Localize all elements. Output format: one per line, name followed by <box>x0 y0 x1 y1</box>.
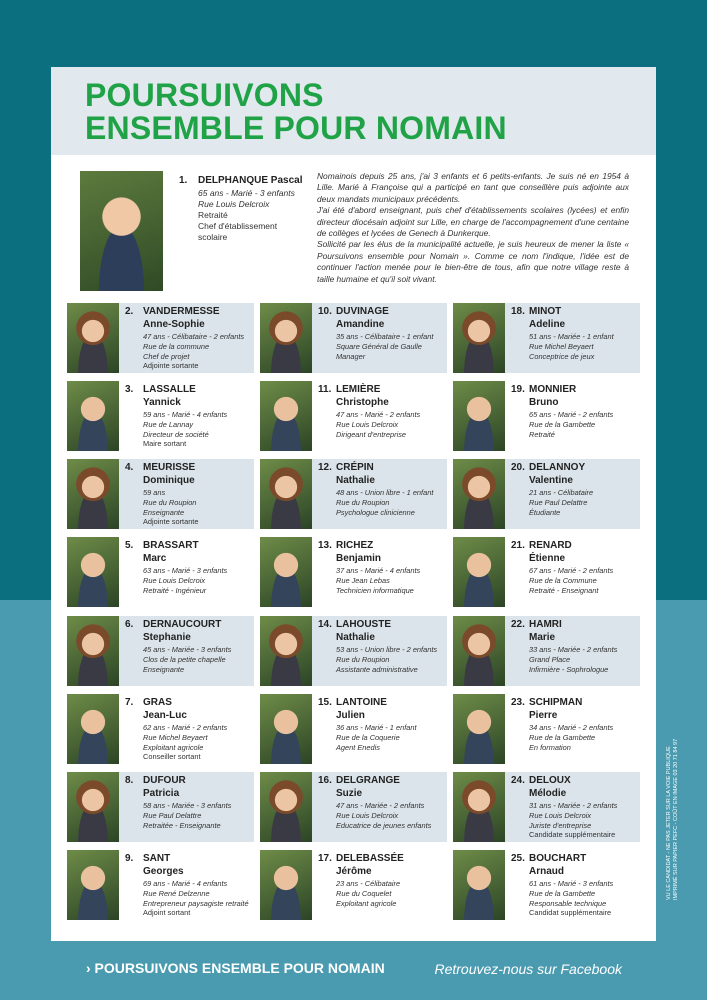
candidate-last-name: BOUCHART <box>529 853 587 864</box>
candidate-number: 16. <box>318 775 332 786</box>
candidate-details <box>529 488 593 517</box>
candidate-detail-age: 37 ans - Marié - 4 enfants <box>336 566 421 575</box>
candidate-first-name: Julien <box>336 710 365 721</box>
candidate-detail-address: Rue Paul Delattre <box>143 810 202 820</box>
candidate-detail-address: Rue du Coquelet <box>336 888 392 898</box>
candidate-card <box>260 459 447 529</box>
lead-detail-age: 65 ans - Marié - 3 enfants <box>198 188 295 198</box>
candidate-photo <box>260 850 312 920</box>
candidate-details <box>336 801 431 830</box>
candidate-number: 15. <box>318 697 332 708</box>
candidate-detail-job: Retraité <box>529 429 555 439</box>
candidate-last-name: CRÉPIN <box>336 462 374 473</box>
candidate-first-name: Yannick <box>143 397 181 408</box>
candidate-number: 4. <box>125 462 134 473</box>
candidate-detail-address: Rue Paul Delattre <box>529 497 588 507</box>
candidate-details <box>529 723 613 752</box>
candidate-detail-address: Rue de la Commune <box>529 575 597 585</box>
candidate-detail-address: Grand Place <box>529 654 571 664</box>
candidate-first-name: Nathalie <box>336 475 375 486</box>
lead-candidate-name: DELPHANQUE Pascal <box>198 175 303 186</box>
candidate-details <box>336 723 417 752</box>
candidate-detail-job: Educatrice de jeunes enfants <box>336 820 432 830</box>
candidate-detail-address: Rue Louis Delcroix <box>336 419 399 429</box>
candidate-card <box>67 459 254 529</box>
candidate-details <box>143 645 231 674</box>
candidate-photo <box>67 850 119 920</box>
candidate-photo <box>260 537 312 607</box>
candidate-first-name: Jérôme <box>336 866 372 877</box>
candidate-details <box>336 645 437 674</box>
bio-paragraph: Nomainois depuis 25 ans, j'ai 3 enfants et 6 petits-enfants. Je suis né en 1954 à Lille. Marié à Françoise qui a participé en tant que conseillère puis adjointe aux deux mandats municipaux précédents. <box>317 171 629 204</box>
candidate-detail-address: Rue de Lannay <box>143 419 194 429</box>
candidate-number: 8. <box>125 775 134 786</box>
candidate-photo <box>453 381 505 451</box>
candidate-card <box>67 694 254 764</box>
candidate-first-name: Suzie <box>336 788 363 799</box>
candidate-photo <box>67 616 119 686</box>
candidate-last-name: MEURISSE <box>143 462 196 473</box>
candidate-number: 5. <box>125 540 134 551</box>
candidate-detail-job: Assistante administrative <box>336 664 418 674</box>
footer <box>86 960 626 980</box>
candidate-role: Candidate supplémentaire <box>529 830 616 840</box>
candidate-first-name: Benjamin <box>336 553 382 564</box>
candidate-photo <box>453 772 505 842</box>
candidate-number: 12. <box>318 462 332 473</box>
candidate-details <box>529 801 617 840</box>
candidate-details <box>529 566 613 595</box>
candidate-detail-address: Rue Michel Beyaert <box>143 732 208 742</box>
candidate-detail-job: Étudiante <box>529 507 561 517</box>
candidate-details <box>336 488 433 517</box>
candidate-detail-age: 36 ans - Marié - 1 enfant <box>336 723 417 732</box>
candidate-details <box>336 879 400 908</box>
candidate-card <box>260 694 447 764</box>
candidate-detail-address: Rue du Roupion <box>336 497 390 507</box>
candidate-first-name: Valentine <box>529 475 573 486</box>
candidate-details <box>143 723 227 762</box>
candidate-detail-job: Conceptrice de jeux <box>529 351 595 361</box>
candidate-detail-address: Rue de la Coquerie <box>336 732 400 742</box>
candidate-details <box>529 410 613 439</box>
candidate-details <box>143 801 231 830</box>
candidate-first-name: Georges <box>143 866 184 877</box>
candidate-detail-address: Rue René Delzenne <box>143 888 210 898</box>
candidate-detail-age: 47 ans - Marié - 2 enfants <box>336 410 421 419</box>
candidate-first-name: Amandine <box>336 319 385 330</box>
candidate-number: 3. <box>125 384 134 395</box>
lead-detail-address: Rue Louis Delcroix <box>198 199 270 209</box>
candidate-detail-address: Rue du Roupion <box>336 654 390 664</box>
candidate-detail-age: 21 ans - Célibataire <box>529 488 594 497</box>
candidate-details <box>529 879 613 918</box>
candidate-number: 6. <box>125 619 134 630</box>
candidate-first-name: Jean-Luc <box>143 710 187 721</box>
title-line-1: POURSUIVONS <box>85 77 324 113</box>
candidate-detail-age: 47 ans - Mariée - 2 enfants <box>336 801 425 810</box>
candidate-last-name: SANT <box>143 853 171 864</box>
candidate-card <box>67 303 254 373</box>
candidate-last-name: RICHEZ <box>336 540 374 551</box>
candidate-last-name: LANTOINE <box>336 697 387 708</box>
candidate-detail-job: Enseignante <box>143 664 185 674</box>
candidate-details <box>143 566 227 595</box>
candidate-detail-address: Rue de la Gambette <box>529 419 596 429</box>
candidate-last-name: DUVINAGE <box>336 306 389 317</box>
candidate-detail-age: 45 ans - Mariée - 3 enfants <box>143 645 232 654</box>
candidate-first-name: Pierre <box>529 710 558 721</box>
lead-role-3: scolaire <box>198 232 228 242</box>
candidate-last-name: DELANNOY <box>529 462 586 473</box>
candidate-detail-job: Exploitant agricole <box>336 898 397 908</box>
candidate-number: 19. <box>511 384 525 395</box>
candidate-detail-address: Clos de la petite chapelle <box>143 654 226 664</box>
candidate-details <box>336 410 420 439</box>
candidate-photo <box>67 772 119 842</box>
candidate-detail-job: Entrepreneur paysagiste retraité <box>143 898 249 908</box>
candidate-card <box>453 381 640 451</box>
candidate-detail-address: Rue Louis Delcroix <box>336 810 399 820</box>
candidate-detail-address: Rue Louis Delcroix <box>143 575 206 585</box>
candidate-detail-age: 58 ans - Mariée - 3 enfants <box>143 801 232 810</box>
candidate-number: 23. <box>511 697 525 708</box>
candidate-detail-age: 61 ans - Marié - 3 enfants <box>529 879 614 888</box>
candidate-details <box>143 488 198 527</box>
candidate-last-name: DELEBASSÉE <box>336 853 404 864</box>
legal-notice <box>666 700 680 900</box>
candidate-detail-age: 63 ans - Marié - 3 enfants <box>143 566 228 575</box>
candidate-role: Adjointe sortante <box>143 517 199 527</box>
candidate-card <box>453 459 640 529</box>
candidate-detail-job: En formation <box>529 742 571 752</box>
candidate-number: 2. <box>125 306 134 317</box>
candidate-last-name: BRASSART <box>143 540 199 551</box>
candidate-first-name: Étienne <box>529 553 566 564</box>
candidate-number: 25. <box>511 853 525 864</box>
candidate-last-name: DELOUX <box>529 775 571 786</box>
candidate-photo <box>260 303 312 373</box>
candidate-details <box>143 410 227 449</box>
candidate-detail-job: Juriste d'entreprise <box>529 820 592 830</box>
candidate-last-name: MONNIER <box>529 384 577 395</box>
candidate-card <box>260 537 447 607</box>
legal-line-1: VU LE CANDIDAT - NE PAS JETER SUR LA VOIE PUBLIQUE <box>666 746 672 900</box>
candidate-card <box>67 537 254 607</box>
candidate-detail-job: Infirmière - Sophrologue <box>529 664 609 674</box>
candidate-detail-job: Manager <box>336 351 366 361</box>
candidate-card <box>67 772 254 842</box>
candidate-detail-job: Psychologue clinicienne <box>336 507 415 517</box>
candidate-first-name: Nathalie <box>336 632 375 643</box>
bio-paragraph: J'ai été d'abord enseignant, puis chef d'établissements scolaires (lycées) et enfin directeur diocésain adjoint sur Lille, en charge de l'accompagnement d'une centaine de collèges et lycées de Genech à Dunkerque. <box>317 205 629 239</box>
candidate-detail-job: Directeur de société <box>143 429 209 439</box>
candidate-detail-age: 33 ans - Mariée - 2 enfants <box>529 645 618 654</box>
candidate-detail-age: 23 ans - Célibataire <box>336 879 401 888</box>
candidate-detail-age: 65 ans - Marié - 2 enfants <box>529 410 614 419</box>
candidate-role: Adjointe sortante <box>143 361 199 371</box>
candidate-photo <box>453 850 505 920</box>
candidate-details <box>529 645 617 674</box>
candidate-detail-job: Dirigeant d'entreprise <box>336 429 407 439</box>
lead-candidate-photo <box>80 171 163 291</box>
lead-candidate-details <box>198 188 295 243</box>
lead-candidate-number: 1. <box>179 175 188 186</box>
candidate-detail-job: Exploitant agricole <box>143 742 204 752</box>
candidate-first-name: Anne-Sophie <box>143 319 205 330</box>
candidate-detail-address: Rue Michel Beyaert <box>529 341 594 351</box>
page-title <box>85 79 507 145</box>
candidate-first-name: Patricia <box>143 788 180 799</box>
candidate-first-name: Marie <box>529 632 556 643</box>
candidate-photo <box>67 303 119 373</box>
candidate-detail-age: 35 ans - Célibataire - 1 enfant <box>336 332 434 341</box>
candidate-photo <box>260 694 312 764</box>
candidate-role: Maire sortant <box>143 439 187 449</box>
candidate-detail-address: Rue de la Gambette <box>529 888 596 898</box>
bio-paragraph: Sollicité par les élus de la municipalité actuelle, je suis heureux de mener la liste « Poursuivons ensemble pour Nomain ». Comme ce nom l'indique, l'idée est de continuer l'action menée pour le bien-être de tous, afin que notre village reste à taille humaine et qu'il soit vivant. <box>317 239 629 284</box>
candidate-number: 11. <box>318 384 332 395</box>
candidate-photo <box>67 459 119 529</box>
candidate-number: 7. <box>125 697 134 708</box>
candidate-first-name: Arnaud <box>529 866 564 877</box>
candidate-number: 18. <box>511 306 525 317</box>
candidate-photo <box>453 459 505 529</box>
candidate-detail-job: Responsable technique <box>529 898 607 908</box>
candidate-number: 17. <box>318 853 332 864</box>
candidate-card <box>67 850 254 920</box>
candidate-detail-job: Retraitée - Enseignante <box>143 820 221 830</box>
candidate-photo <box>453 616 505 686</box>
candidate-photo <box>260 772 312 842</box>
candidate-detail-job: Technicien informatique <box>336 585 414 595</box>
candidate-photo <box>260 459 312 529</box>
title-line-2: ENSEMBLE POUR NOMAIN <box>85 110 507 146</box>
candidate-detail-age: 48 ans - Union libre - 1 enfant <box>336 488 434 497</box>
candidate-details <box>143 332 244 371</box>
candidate-card <box>453 694 640 764</box>
facebook-link[interactable]: Retrouvez-nous sur Facebook <box>434 961 622 977</box>
candidate-number: 13. <box>318 540 332 551</box>
candidate-details <box>143 879 249 918</box>
candidate-number: 22. <box>511 619 525 630</box>
candidate-card <box>453 772 640 842</box>
candidate-first-name: Stephanie <box>143 632 191 643</box>
candidate-photo <box>260 616 312 686</box>
candidate-detail-address: Rue Jean Lebas <box>336 575 390 585</box>
candidate-detail-age: 69 ans - Marié - 4 enfants <box>143 879 228 888</box>
legal-line-2: IMPRIMÉ SUR PAPIER PEFC - COÛT EN IMAGE 03 20 71 84 97 <box>673 738 679 900</box>
candidate-card <box>260 772 447 842</box>
candidate-last-name: DERNAUCOURT <box>143 619 222 630</box>
candidate-first-name: Marc <box>143 553 167 564</box>
candidate-card <box>260 850 447 920</box>
candidate-first-name: Mélodie <box>529 788 567 799</box>
candidate-sheet <box>51 67 656 941</box>
candidate-detail-job: Agent Enedis <box>336 742 380 752</box>
candidate-first-name: Bruno <box>529 397 559 408</box>
candidate-last-name: GRAS <box>143 697 172 708</box>
candidate-number: 20. <box>511 462 525 473</box>
candidate-detail-address: Rue Louis Delcroix <box>529 810 592 820</box>
candidate-photo <box>67 537 119 607</box>
candidate-role: Adjoint sortant <box>143 908 191 918</box>
candidate-last-name: LASSALLE <box>143 384 196 395</box>
candidate-detail-age: 34 ans - Marié - 2 enfants <box>529 723 614 732</box>
candidate-detail-address: Rue de la Gambette <box>529 732 596 742</box>
candidate-details <box>336 332 433 361</box>
footer-slogan: › POURSUIVONS ENSEMBLE POUR NOMAIN <box>86 960 385 976</box>
candidate-photo <box>453 694 505 764</box>
candidate-card <box>453 537 640 607</box>
candidate-last-name: MINOT <box>529 306 562 317</box>
candidate-photo <box>453 537 505 607</box>
candidate-card <box>260 381 447 451</box>
candidate-last-name: VANDERMESSE <box>143 306 220 317</box>
candidate-photo <box>67 381 119 451</box>
candidate-number: 21. <box>511 540 525 551</box>
lead-role-2: Chef d'établissement <box>198 221 278 231</box>
candidate-card <box>260 303 447 373</box>
candidate-detail-age: 67 ans - Marié - 2 enfants <box>529 566 614 575</box>
candidate-details <box>529 332 614 361</box>
candidate-detail-job: Chef de projet <box>143 351 190 361</box>
candidate-card <box>67 616 254 686</box>
candidate-number: 9. <box>125 853 134 864</box>
candidate-role: Conseiller sortant <box>143 752 201 762</box>
candidate-last-name: DUFOUR <box>143 775 186 786</box>
candidate-first-name: Adeline <box>529 319 566 330</box>
candidate-last-name: SCHIPMAN <box>529 697 583 708</box>
candidate-card <box>453 616 640 686</box>
candidate-detail-job: Enseignante <box>143 507 185 517</box>
candidate-detail-age: 51 ans - Mariée - 1 enfant <box>529 332 614 341</box>
candidate-last-name: HAMRI <box>529 619 562 630</box>
candidate-detail-age: 62 ans - Marié - 2 enfants <box>143 723 228 732</box>
candidate-card <box>453 303 640 373</box>
candidate-last-name: RENARD <box>529 540 572 551</box>
candidate-last-name: LEMIÈRE <box>336 384 381 395</box>
header-band <box>51 67 656 155</box>
candidate-last-name: DELGRANGE <box>336 775 400 786</box>
candidate-first-name: Dominique <box>143 475 195 486</box>
candidate-number: 24. <box>511 775 525 786</box>
candidate-detail-job: Retraité - Enseignant <box>529 585 599 595</box>
candidate-card <box>453 850 640 920</box>
candidate-number: 14. <box>318 619 332 630</box>
candidate-detail-address: Rue du Roupion <box>143 497 197 507</box>
lead-biography <box>317 171 629 285</box>
candidate-card <box>67 381 254 451</box>
candidate-last-name: LAHOUSTE <box>336 619 391 630</box>
candidate-detail-job: Retraité - Ingénieur <box>143 585 207 595</box>
candidate-detail-address: Square Général de Gaulle <box>336 341 422 351</box>
candidate-number: 10. <box>318 306 332 317</box>
lead-role-1: Retraité <box>198 210 228 220</box>
candidate-detail-age: 47 ans - Célibataire - 2 enfants <box>143 332 245 341</box>
candidate-detail-age: 59 ans <box>143 488 166 497</box>
candidate-card <box>260 616 447 686</box>
candidate-role: Candidat supplémentaire <box>529 908 612 918</box>
candidate-detail-age: 31 ans - Mariée - 2 enfants <box>529 801 618 810</box>
candidate-detail-age: 59 ans - Marié - 4 enfants <box>143 410 228 419</box>
candidate-details <box>336 566 420 595</box>
candidate-first-name: Christophe <box>336 397 389 408</box>
candidate-detail-address: Rue de la commune <box>143 341 210 351</box>
candidate-photo <box>453 303 505 373</box>
candidate-photo <box>260 381 312 451</box>
candidate-photo <box>67 694 119 764</box>
candidate-detail-age: 53 ans - Union libre - 2 enfants <box>336 645 438 654</box>
